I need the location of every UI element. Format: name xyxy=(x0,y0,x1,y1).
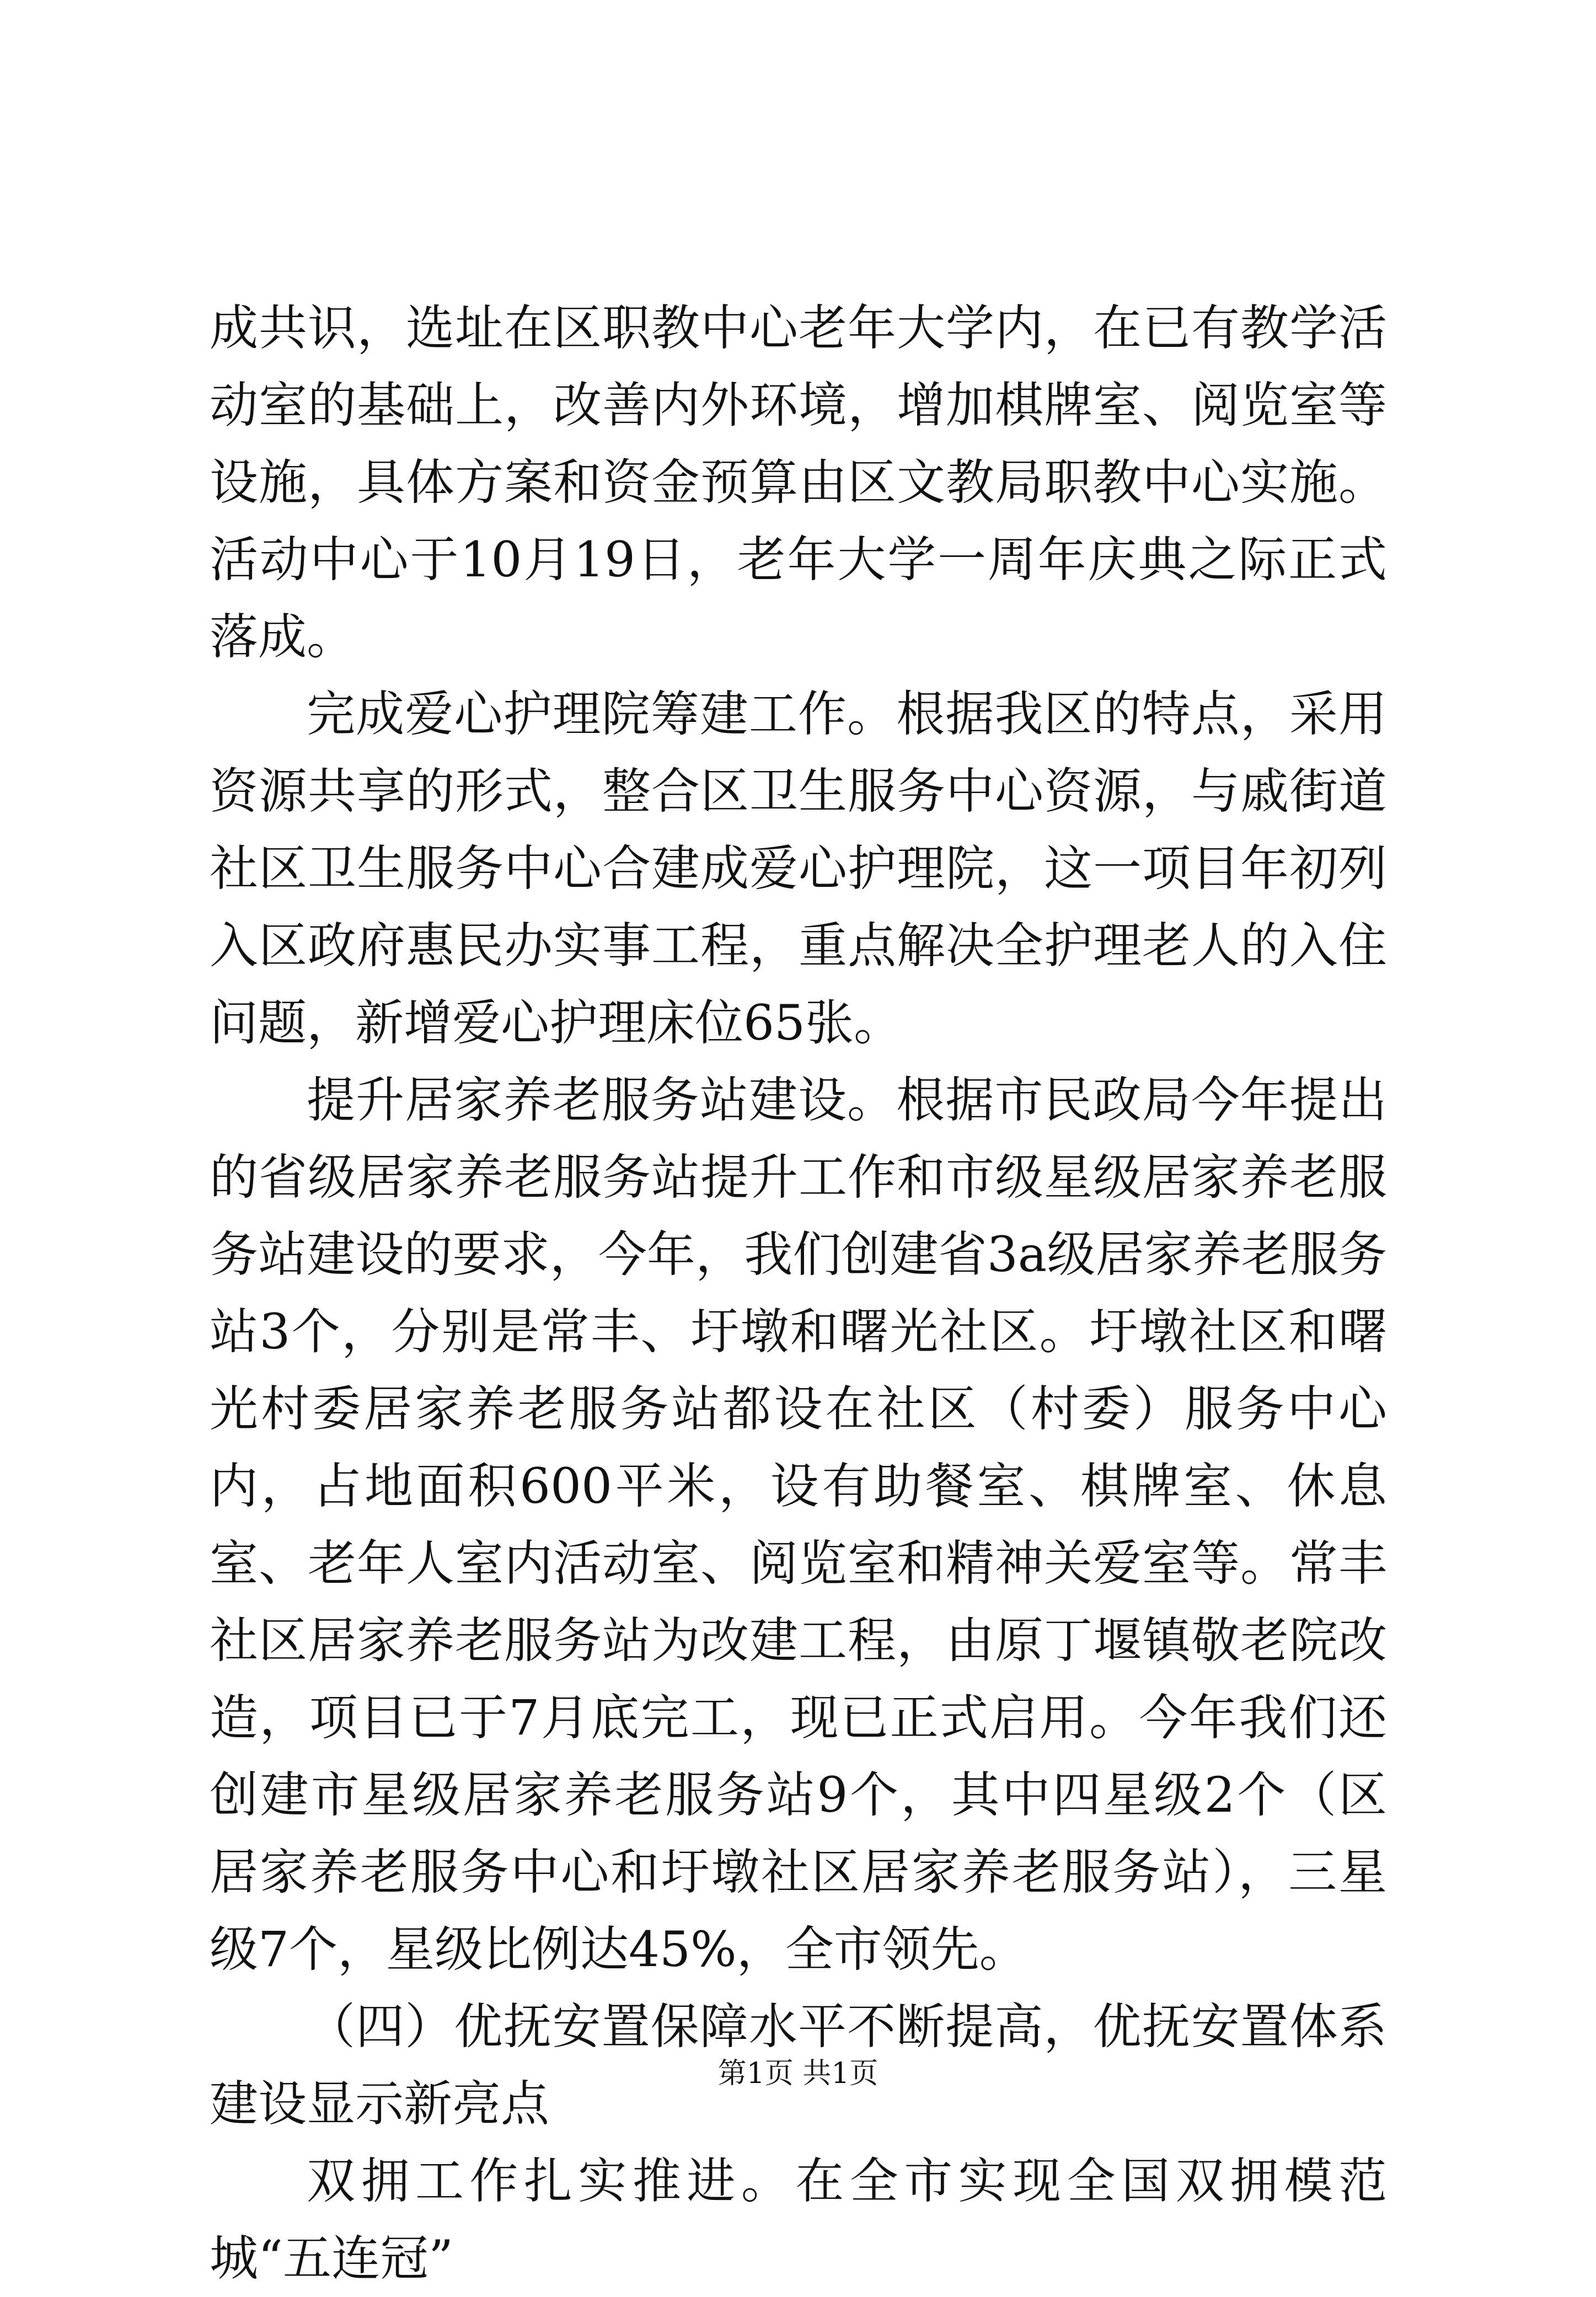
paragraph-double-support: 双拥工作扎实推进。在全市实现全国双拥模范城“五连冠” xyxy=(210,2153,1387,2287)
section-heading-four: （四）优抚安置保障水平不断提高，优抚安置体系建设显示新亮点 xyxy=(210,1998,1387,2132)
paragraph-home-care-stations: 提升居家养老服务站建设。根据市民政局今年提出的省级居家养老服务站提升工作和市级星级居家养老服务站建设的要求，今年，我们创建省3a级居家养老服务站3个，分别是常丰、圩墩和曙光社区。圩墩社区和曙光村委居家养老服务站都设在社区（村委）服务中心内，占地面积600平米，设有助餐室、棋牌室、休息室、老年人室内活动室、阅览室和精神关爱室等。常丰社区居家养老服务站为改建工程，由原丁堰镇敬老院改造，项目已于7月底完工，现已正式启用。今年我们还创建市星级居家养老服务站9个，其中四星级2个（区居家养老服务中心和圩墩社区居家养老服务站），三星级7个，星级比例达45%，全市领先。 xyxy=(210,1072,1387,1978)
paragraph-nursing-home: 完成爱心护理院筹建工作。根据我区的特点，采用资源共享的形式，整合区卫生服务中心资源，与戚街道社区卫生服务中心合建成爱心护理院，这一项目年初列入区政府惠民办实事工程，重点解决全护理老人的入住问题，新增爱心护理床位65张。 xyxy=(210,686,1387,1051)
paragraph-continuation: 成共识，选址在区职教中心老年大学内，在已有教学活动室的基础上，改善内外环境，增加棋牌室、阅览室等设施，具体方案和资金预算由区文教局职教中心实施。活动中心于10月19日，老年大学一周年庆典之际正式落成。 xyxy=(210,299,1387,665)
document-body xyxy=(210,290,1387,2297)
page-footer: 第1页 共1页 xyxy=(717,2057,879,2090)
